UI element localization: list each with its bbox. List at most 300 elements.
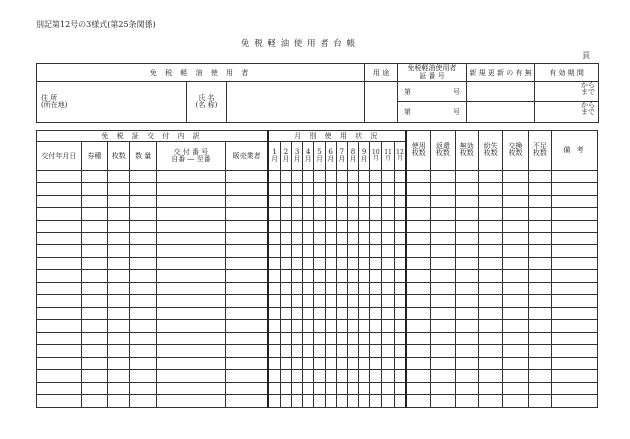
ledger-cell[interactable] bbox=[292, 307, 303, 319]
ledger-cell[interactable] bbox=[336, 245, 347, 257]
ledger-cell[interactable] bbox=[130, 332, 156, 344]
ledger-cell[interactable] bbox=[406, 208, 430, 220]
ledger-cell[interactable] bbox=[478, 295, 502, 307]
ledger-cell[interactable] bbox=[225, 208, 268, 220]
ledger-cell[interactable] bbox=[431, 195, 455, 207]
ledger-cell[interactable] bbox=[552, 357, 598, 369]
ledger-cell[interactable] bbox=[359, 245, 370, 257]
ledger-cell[interactable] bbox=[528, 257, 551, 269]
address-cell[interactable] bbox=[37, 82, 187, 123]
ledger-cell[interactable] bbox=[406, 282, 430, 294]
ledger-cell[interactable] bbox=[503, 208, 528, 220]
ledger-cell[interactable] bbox=[225, 307, 268, 319]
ledger-cell[interactable] bbox=[81, 382, 107, 394]
ledger-cell[interactable] bbox=[130, 357, 156, 369]
ledger-cell[interactable] bbox=[359, 208, 370, 220]
ledger-cell[interactable] bbox=[528, 245, 551, 257]
ledger-cell[interactable] bbox=[406, 345, 430, 357]
ledger-cell[interactable] bbox=[347, 295, 358, 307]
ledger-cell[interactable] bbox=[108, 183, 130, 195]
ledger-cell[interactable] bbox=[156, 332, 225, 344]
ledger-cell[interactable] bbox=[130, 208, 156, 220]
ledger-cell[interactable] bbox=[268, 307, 280, 319]
ledger-cell[interactable] bbox=[478, 332, 502, 344]
ledger-cell[interactable] bbox=[37, 332, 82, 344]
ledger-cell[interactable] bbox=[156, 257, 225, 269]
ledger-cell[interactable] bbox=[503, 245, 528, 257]
ledger-cell[interactable] bbox=[81, 295, 107, 307]
ledger-cell[interactable] bbox=[406, 195, 430, 207]
ledger-cell[interactable] bbox=[268, 245, 280, 257]
ledger-cell[interactable] bbox=[130, 295, 156, 307]
ledger-cell[interactable] bbox=[359, 257, 370, 269]
ledger-cell[interactable] bbox=[130, 195, 156, 207]
ledger-cell[interactable] bbox=[347, 183, 358, 195]
ledger-cell[interactable] bbox=[359, 220, 370, 232]
ledger-cell[interactable] bbox=[292, 232, 303, 244]
ledger-cell[interactable] bbox=[325, 345, 336, 357]
ledger-cell[interactable] bbox=[394, 195, 406, 207]
ledger-cell[interactable] bbox=[406, 332, 430, 344]
ledger-cell[interactable] bbox=[325, 195, 336, 207]
ledger-cell[interactable] bbox=[108, 195, 130, 207]
ledger-cell[interactable] bbox=[382, 170, 394, 182]
ledger-cell[interactable] bbox=[292, 220, 303, 232]
ledger-cell[interactable] bbox=[347, 170, 358, 182]
ledger-cell[interactable] bbox=[382, 220, 394, 232]
ledger-cell[interactable] bbox=[108, 320, 130, 332]
ledger-cell[interactable] bbox=[156, 307, 225, 319]
ledger-cell[interactable] bbox=[528, 395, 551, 408]
ledger-cell[interactable] bbox=[552, 295, 598, 307]
ledger-cell[interactable] bbox=[325, 245, 336, 257]
ledger-cell[interactable] bbox=[370, 295, 382, 307]
ledger-cell[interactable] bbox=[292, 208, 303, 220]
ledger-cell[interactable] bbox=[370, 282, 382, 294]
ledger-cell[interactable] bbox=[268, 257, 280, 269]
ledger-cell[interactable] bbox=[336, 332, 347, 344]
ledger-cell[interactable] bbox=[431, 307, 455, 319]
ledger-cell[interactable] bbox=[130, 232, 156, 244]
ledger-cell[interactable] bbox=[406, 295, 430, 307]
ledger-cell[interactable] bbox=[130, 370, 156, 382]
ledger-cell[interactable] bbox=[347, 307, 358, 319]
ledger-cell[interactable] bbox=[225, 270, 268, 282]
ledger-cell[interactable] bbox=[292, 332, 303, 344]
ledger-cell[interactable] bbox=[292, 282, 303, 294]
ledger-cell[interactable] bbox=[370, 320, 382, 332]
ledger-cell[interactable] bbox=[303, 245, 314, 257]
ledger-cell[interactable] bbox=[37, 170, 82, 182]
ledger-cell[interactable] bbox=[156, 345, 225, 357]
ledger-cell[interactable] bbox=[455, 395, 478, 408]
ledger-cell[interactable] bbox=[108, 270, 130, 282]
ledger-cell[interactable] bbox=[431, 232, 455, 244]
ledger-cell[interactable] bbox=[37, 345, 82, 357]
ledger-cell[interactable] bbox=[81, 183, 107, 195]
ledger-cell[interactable] bbox=[108, 232, 130, 244]
ledger-cell[interactable] bbox=[336, 183, 347, 195]
ledger-cell[interactable] bbox=[478, 245, 502, 257]
ledger-cell[interactable] bbox=[347, 195, 358, 207]
ledger-cell[interactable] bbox=[108, 220, 130, 232]
ledger-cell[interactable] bbox=[406, 220, 430, 232]
ledger-cell[interactable] bbox=[336, 282, 347, 294]
ledger-cell[interactable] bbox=[292, 270, 303, 282]
ledger-cell[interactable] bbox=[336, 208, 347, 220]
ledger-cell[interactable] bbox=[394, 208, 406, 220]
ledger-cell[interactable] bbox=[552, 183, 598, 195]
ledger-cell[interactable] bbox=[431, 395, 455, 408]
ledger-cell[interactable] bbox=[303, 357, 314, 369]
ledger-cell[interactable] bbox=[503, 357, 528, 369]
ledger-cell[interactable] bbox=[81, 320, 107, 332]
ledger-cell[interactable] bbox=[314, 220, 325, 232]
ledger-cell[interactable] bbox=[503, 170, 528, 182]
ledger-cell[interactable] bbox=[81, 345, 107, 357]
ledger-cell[interactable] bbox=[528, 220, 551, 232]
ledger-cell[interactable] bbox=[552, 332, 598, 344]
ledger-cell[interactable] bbox=[478, 208, 502, 220]
ledger-cell[interactable] bbox=[303, 183, 314, 195]
ledger-cell[interactable] bbox=[370, 332, 382, 344]
ledger-cell[interactable] bbox=[303, 270, 314, 282]
ledger-cell[interactable] bbox=[81, 195, 107, 207]
ledger-cell[interactable] bbox=[81, 232, 107, 244]
ledger-cell[interactable] bbox=[268, 395, 280, 408]
ledger-cell[interactable] bbox=[394, 232, 406, 244]
ledger-cell[interactable] bbox=[370, 382, 382, 394]
ledger-cell[interactable] bbox=[130, 282, 156, 294]
ledger-cell[interactable] bbox=[503, 370, 528, 382]
ledger-cell[interactable] bbox=[370, 232, 382, 244]
ledger-cell[interactable] bbox=[528, 357, 551, 369]
ledger-cell[interactable] bbox=[394, 357, 406, 369]
ledger-cell[interactable] bbox=[336, 270, 347, 282]
ledger-cell[interactable] bbox=[359, 345, 370, 357]
ledger-cell[interactable] bbox=[455, 345, 478, 357]
ledger-cell[interactable] bbox=[314, 345, 325, 357]
ledger-cell[interactable] bbox=[325, 332, 336, 344]
ledger-cell[interactable] bbox=[336, 220, 347, 232]
ledger-cell[interactable] bbox=[156, 320, 225, 332]
ledger-cell[interactable] bbox=[382, 332, 394, 344]
ledger-cell[interactable] bbox=[478, 370, 502, 382]
ledger-cell[interactable] bbox=[37, 232, 82, 244]
ledger-cell[interactable] bbox=[268, 170, 280, 182]
ledger-cell[interactable] bbox=[130, 307, 156, 319]
ledger-cell[interactable] bbox=[156, 382, 225, 394]
ledger-cell[interactable] bbox=[528, 232, 551, 244]
ledger-cell[interactable] bbox=[455, 382, 478, 394]
ledger-cell[interactable] bbox=[478, 170, 502, 182]
ledger-cell[interactable] bbox=[528, 270, 551, 282]
ledger-cell[interactable] bbox=[431, 370, 455, 382]
ledger-cell[interactable] bbox=[455, 208, 478, 220]
ledger-cell[interactable] bbox=[431, 295, 455, 307]
ledger-cell[interactable] bbox=[225, 295, 268, 307]
ledger-cell[interactable] bbox=[130, 257, 156, 269]
ledger-cell[interactable] bbox=[325, 220, 336, 232]
ledger-cell[interactable] bbox=[108, 370, 130, 382]
ledger-cell[interactable] bbox=[314, 257, 325, 269]
ledger-cell[interactable] bbox=[314, 332, 325, 344]
ledger-cell[interactable] bbox=[280, 332, 291, 344]
ledger-cell[interactable] bbox=[478, 307, 502, 319]
ledger-cell[interactable] bbox=[156, 183, 225, 195]
ledger-cell[interactable] bbox=[303, 395, 314, 408]
ledger-cell[interactable] bbox=[528, 295, 551, 307]
ledger-cell[interactable] bbox=[478, 270, 502, 282]
ledger-cell[interactable] bbox=[528, 195, 551, 207]
ledger-cell[interactable] bbox=[394, 307, 406, 319]
ledger-cell[interactable] bbox=[528, 320, 551, 332]
ledger-cell[interactable] bbox=[347, 270, 358, 282]
ledger-cell[interactable] bbox=[292, 170, 303, 182]
ledger-cell[interactable] bbox=[503, 232, 528, 244]
ledger-cell[interactable] bbox=[359, 332, 370, 344]
ledger-cell[interactable] bbox=[325, 282, 336, 294]
ledger-cell[interactable] bbox=[370, 307, 382, 319]
ledger-cell[interactable] bbox=[552, 270, 598, 282]
ledger-cell[interactable] bbox=[336, 295, 347, 307]
ledger-cell[interactable] bbox=[292, 183, 303, 195]
ledger-cell[interactable] bbox=[37, 320, 82, 332]
ledger-cell[interactable] bbox=[130, 395, 156, 408]
ledger-cell[interactable] bbox=[108, 257, 130, 269]
ledger-cell[interactable] bbox=[292, 195, 303, 207]
ledger-cell[interactable] bbox=[325, 232, 336, 244]
ledger-cell[interactable] bbox=[552, 395, 598, 408]
ledger-cell[interactable] bbox=[406, 307, 430, 319]
ledger-cell[interactable] bbox=[503, 395, 528, 408]
ledger-cell[interactable] bbox=[130, 220, 156, 232]
cert-number-cell[interactable] bbox=[398, 82, 467, 123]
ledger-cell[interactable] bbox=[280, 270, 291, 282]
ledger-cell[interactable] bbox=[292, 295, 303, 307]
ledger-cell[interactable] bbox=[225, 370, 268, 382]
ledger-cell[interactable] bbox=[268, 320, 280, 332]
ledger-cell[interactable] bbox=[130, 183, 156, 195]
ledger-cell[interactable] bbox=[359, 270, 370, 282]
ledger-cell[interactable] bbox=[336, 257, 347, 269]
ledger-cell[interactable] bbox=[108, 395, 130, 408]
ledger-cell[interactable] bbox=[503, 282, 528, 294]
ledger-cell[interactable] bbox=[303, 295, 314, 307]
ledger-cell[interactable] bbox=[268, 295, 280, 307]
ledger-cell[interactable] bbox=[268, 220, 280, 232]
ledger-cell[interactable] bbox=[268, 183, 280, 195]
ledger-cell[interactable] bbox=[314, 320, 325, 332]
ledger-cell[interactable] bbox=[156, 195, 225, 207]
ledger-cell[interactable] bbox=[325, 370, 336, 382]
ledger-cell[interactable] bbox=[406, 357, 430, 369]
ledger-cell[interactable] bbox=[503, 295, 528, 307]
ledger-cell[interactable] bbox=[528, 170, 551, 182]
ledger-cell[interactable] bbox=[280, 232, 291, 244]
ledger-cell[interactable] bbox=[268, 382, 280, 394]
ledger-cell[interactable] bbox=[394, 345, 406, 357]
name-value-cell[interactable] bbox=[227, 82, 365, 123]
ledger-cell[interactable] bbox=[325, 357, 336, 369]
ledger-cell[interactable] bbox=[406, 395, 430, 408]
ledger-cell[interactable] bbox=[314, 307, 325, 319]
ledger-cell[interactable] bbox=[303, 370, 314, 382]
ledger-cell[interactable] bbox=[552, 282, 598, 294]
ledger-cell[interactable] bbox=[431, 170, 455, 182]
ledger-cell[interactable] bbox=[406, 320, 430, 332]
ledger-cell[interactable] bbox=[303, 170, 314, 182]
ledger-cell[interactable] bbox=[503, 382, 528, 394]
ledger-cell[interactable] bbox=[303, 345, 314, 357]
ledger-cell[interactable] bbox=[156, 208, 225, 220]
ledger-cell[interactable] bbox=[292, 370, 303, 382]
ledger-cell[interactable] bbox=[292, 245, 303, 257]
ledger-cell[interactable] bbox=[347, 245, 358, 257]
ledger-cell[interactable] bbox=[225, 195, 268, 207]
ledger-cell[interactable] bbox=[406, 183, 430, 195]
ledger-cell[interactable] bbox=[225, 282, 268, 294]
ledger-cell[interactable] bbox=[81, 370, 107, 382]
ledger-cell[interactable] bbox=[130, 245, 156, 257]
ledger-cell[interactable] bbox=[280, 220, 291, 232]
ledger-cell[interactable] bbox=[347, 345, 358, 357]
ledger-cell[interactable] bbox=[280, 282, 291, 294]
ledger-cell[interactable] bbox=[81, 395, 107, 408]
ledger-cell[interactable] bbox=[382, 232, 394, 244]
ledger-cell[interactable] bbox=[280, 307, 291, 319]
ledger-cell[interactable] bbox=[431, 382, 455, 394]
ledger-cell[interactable] bbox=[314, 395, 325, 408]
ledger-cell[interactable] bbox=[394, 395, 406, 408]
ledger-cell[interactable] bbox=[303, 320, 314, 332]
ledger-cell[interactable] bbox=[156, 395, 225, 408]
ledger-cell[interactable] bbox=[130, 320, 156, 332]
ledger-cell[interactable] bbox=[552, 195, 598, 207]
ledger-cell[interactable] bbox=[225, 345, 268, 357]
ledger-cell[interactable] bbox=[431, 245, 455, 257]
ledger-cell[interactable] bbox=[268, 357, 280, 369]
ledger-cell[interactable] bbox=[382, 320, 394, 332]
ledger-cell[interactable] bbox=[552, 307, 598, 319]
ledger-cell[interactable] bbox=[431, 332, 455, 344]
ledger-cell[interactable] bbox=[478, 382, 502, 394]
ledger-cell[interactable] bbox=[314, 245, 325, 257]
ledger-cell[interactable] bbox=[280, 257, 291, 269]
ledger-cell[interactable] bbox=[280, 208, 291, 220]
ledger-cell[interactable] bbox=[347, 395, 358, 408]
ledger-cell[interactable] bbox=[347, 257, 358, 269]
ledger-cell[interactable] bbox=[156, 282, 225, 294]
ledger-cell[interactable] bbox=[130, 382, 156, 394]
ledger-cell[interactable] bbox=[81, 170, 107, 182]
ledger-cell[interactable] bbox=[455, 232, 478, 244]
ledger-cell[interactable] bbox=[268, 208, 280, 220]
ledger-cell[interactable] bbox=[336, 395, 347, 408]
ledger-cell[interactable] bbox=[37, 307, 82, 319]
ledger-cell[interactable] bbox=[394, 382, 406, 394]
ledger-cell[interactable] bbox=[37, 295, 82, 307]
ledger-cell[interactable] bbox=[325, 320, 336, 332]
ledger-cell[interactable] bbox=[359, 382, 370, 394]
ledger-cell[interactable] bbox=[528, 345, 551, 357]
ledger-cell[interactable] bbox=[156, 245, 225, 257]
ledger-cell[interactable] bbox=[370, 257, 382, 269]
ledger-cell[interactable] bbox=[325, 257, 336, 269]
ledger-cell[interactable] bbox=[303, 220, 314, 232]
ledger-cell[interactable] bbox=[37, 183, 82, 195]
ledger-cell[interactable] bbox=[336, 195, 347, 207]
ledger-cell[interactable] bbox=[225, 170, 268, 182]
ledger-cell[interactable] bbox=[382, 245, 394, 257]
ledger-cell[interactable] bbox=[268, 370, 280, 382]
ledger-cell[interactable] bbox=[478, 357, 502, 369]
ledger-cell[interactable] bbox=[108, 295, 130, 307]
ledger-cell[interactable] bbox=[455, 257, 478, 269]
ledger-cell[interactable] bbox=[359, 282, 370, 294]
ledger-cell[interactable] bbox=[292, 320, 303, 332]
ledger-cell[interactable] bbox=[81, 245, 107, 257]
ledger-cell[interactable] bbox=[394, 220, 406, 232]
ledger-cell[interactable] bbox=[431, 220, 455, 232]
ledger-cell[interactable] bbox=[552, 208, 598, 220]
ledger-cell[interactable] bbox=[314, 295, 325, 307]
ledger-cell[interactable] bbox=[455, 195, 478, 207]
ledger-cell[interactable] bbox=[336, 170, 347, 182]
ledger-cell[interactable] bbox=[336, 382, 347, 394]
ledger-cell[interactable] bbox=[280, 395, 291, 408]
ledger-cell[interactable] bbox=[552, 370, 598, 382]
ledger-cell[interactable] bbox=[108, 357, 130, 369]
ledger-cell[interactable] bbox=[406, 370, 430, 382]
ledger-cell[interactable] bbox=[478, 183, 502, 195]
renewal-cell[interactable] bbox=[467, 82, 535, 123]
ledger-cell[interactable] bbox=[528, 370, 551, 382]
ledger-cell[interactable] bbox=[156, 220, 225, 232]
ledger-cell[interactable] bbox=[347, 332, 358, 344]
ledger-cell[interactable] bbox=[394, 170, 406, 182]
ledger-cell[interactable] bbox=[394, 270, 406, 282]
ledger-cell[interactable] bbox=[314, 183, 325, 195]
ledger-cell[interactable] bbox=[382, 357, 394, 369]
ledger-cell[interactable] bbox=[280, 195, 291, 207]
ledger-cell[interactable] bbox=[503, 320, 528, 332]
ledger-cell[interactable] bbox=[478, 320, 502, 332]
ledger-cell[interactable] bbox=[37, 382, 82, 394]
ledger-cell[interactable] bbox=[303, 332, 314, 344]
ledger-cell[interactable] bbox=[37, 245, 82, 257]
ledger-cell[interactable] bbox=[370, 195, 382, 207]
ledger-cell[interactable] bbox=[314, 270, 325, 282]
ledger-cell[interactable] bbox=[292, 345, 303, 357]
ledger-cell[interactable] bbox=[431, 257, 455, 269]
ledger-cell[interactable] bbox=[382, 307, 394, 319]
ledger-cell[interactable] bbox=[406, 232, 430, 244]
ledger-cell[interactable] bbox=[37, 395, 82, 408]
ledger-cell[interactable] bbox=[156, 357, 225, 369]
ledger-cell[interactable] bbox=[156, 170, 225, 182]
ledger-cell[interactable] bbox=[81, 307, 107, 319]
ledger-cell[interactable] bbox=[280, 170, 291, 182]
ledger-cell[interactable] bbox=[325, 183, 336, 195]
ledger-cell[interactable] bbox=[478, 232, 502, 244]
ledger-cell[interactable] bbox=[478, 345, 502, 357]
ledger-cell[interactable] bbox=[552, 382, 598, 394]
ledger-cell[interactable] bbox=[431, 357, 455, 369]
ledger-cell[interactable] bbox=[347, 370, 358, 382]
ledger-cell[interactable] bbox=[552, 320, 598, 332]
ledger-cell[interactable] bbox=[503, 257, 528, 269]
